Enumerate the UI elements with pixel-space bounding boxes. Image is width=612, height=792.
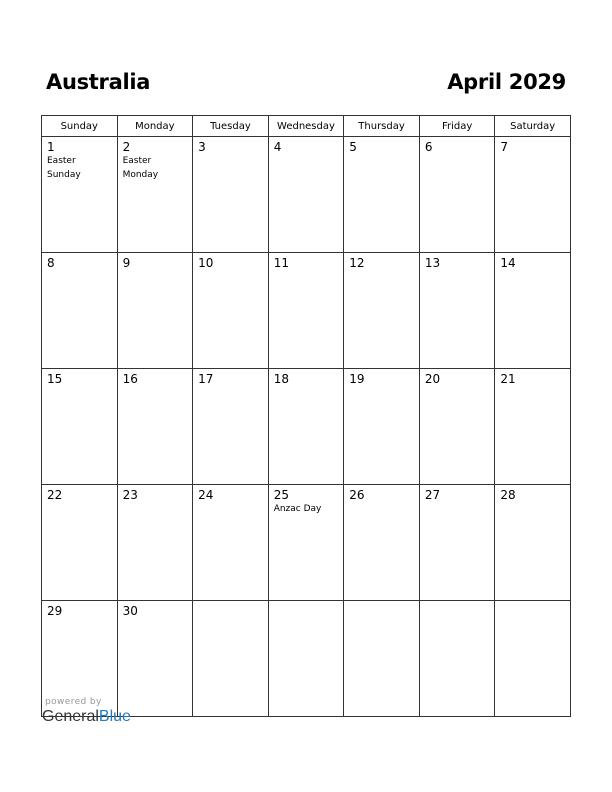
empty-day-cell xyxy=(268,601,344,717)
day-number: 19 xyxy=(349,372,365,386)
day-number: 14 xyxy=(500,256,516,270)
day-cell xyxy=(344,253,420,369)
empty-day-cell xyxy=(193,601,269,717)
day-cell xyxy=(268,369,344,485)
day-cell xyxy=(268,253,344,369)
day-cell xyxy=(117,485,193,601)
day-cell xyxy=(419,137,495,253)
day-cell xyxy=(495,137,571,253)
day-cell xyxy=(344,369,420,485)
day-cell xyxy=(42,369,118,485)
week-row xyxy=(42,253,571,369)
weekday-sunday: Sunday xyxy=(42,116,118,137)
country-title: Australia xyxy=(46,70,151,94)
day-number: 9 xyxy=(122,256,131,270)
holiday-label: Easter Sunday xyxy=(47,156,81,180)
day-number: 11 xyxy=(273,256,289,270)
day-cell xyxy=(117,253,193,369)
day-cell xyxy=(42,253,118,369)
weekday-wednesday: Wednesday xyxy=(268,116,344,137)
weekday-header-row xyxy=(42,116,571,137)
calendar-grid xyxy=(41,115,571,717)
empty-day-cell xyxy=(419,601,495,717)
day-cell xyxy=(193,253,269,369)
day-number: 29 xyxy=(47,604,63,618)
day-cell xyxy=(495,253,571,369)
day-number: 27 xyxy=(424,488,441,502)
day-number: 18 xyxy=(273,372,289,386)
day-cell xyxy=(193,485,269,601)
generalblue-logo[interactable] xyxy=(42,708,131,726)
day-cell xyxy=(117,137,193,253)
holiday-label: Easter Monday xyxy=(122,156,159,180)
day-number: 21 xyxy=(500,372,516,386)
month-title: April 2029 xyxy=(447,70,566,94)
weekday-monday: Monday xyxy=(117,116,193,137)
day-number: 1 xyxy=(47,140,55,154)
day-cell xyxy=(495,369,571,485)
day-cell xyxy=(193,137,269,253)
weekday-saturday: Saturday xyxy=(495,116,571,137)
brand-general: General xyxy=(42,708,99,725)
day-cell xyxy=(419,369,495,485)
day-number: 16 xyxy=(122,372,138,386)
day-cell xyxy=(117,369,193,485)
day-cell xyxy=(42,485,118,601)
day-number: 17 xyxy=(198,372,214,386)
day-cell xyxy=(193,369,269,485)
empty-day-cell xyxy=(495,601,571,717)
holiday-label: Anzac Day xyxy=(273,504,322,514)
day-cell xyxy=(495,485,571,601)
day-number: 13 xyxy=(424,256,441,270)
week-row xyxy=(42,369,571,485)
day-number: 3 xyxy=(198,140,206,154)
weekday-tuesday: Tuesday xyxy=(193,116,269,137)
day-number: 5 xyxy=(349,140,357,154)
day-number: 8 xyxy=(47,256,55,270)
day-number: 6 xyxy=(424,140,433,154)
day-number: 7 xyxy=(500,140,509,154)
empty-day-cell xyxy=(344,601,420,717)
day-cell xyxy=(344,137,420,253)
day-number: 24 xyxy=(198,488,214,502)
day-cell xyxy=(344,485,420,601)
week-row xyxy=(42,137,571,253)
day-cell xyxy=(419,253,495,369)
day-number: 4 xyxy=(273,140,282,154)
powered-by-label: powered by xyxy=(45,697,102,707)
day-number: 28 xyxy=(500,488,516,502)
day-cell xyxy=(268,485,344,601)
brand-blue: Blue xyxy=(98,708,131,725)
day-number: 25 xyxy=(273,488,289,502)
day-number: 2 xyxy=(122,140,131,154)
day-number: 12 xyxy=(349,256,365,270)
day-number: 10 xyxy=(198,256,214,270)
day-number: 30 xyxy=(122,604,138,618)
day-cell xyxy=(268,137,344,253)
day-number: 23 xyxy=(122,488,138,502)
weekday-friday: Friday xyxy=(419,116,495,137)
day-number: 22 xyxy=(47,488,63,502)
weekday-thursday: Thursday xyxy=(344,116,420,137)
day-number: 15 xyxy=(47,372,63,386)
day-number: 26 xyxy=(349,488,365,502)
day-cell xyxy=(419,485,495,601)
footer-branding xyxy=(42,697,131,726)
week-row xyxy=(42,485,571,601)
day-number: 20 xyxy=(424,372,441,386)
day-cell xyxy=(42,137,118,253)
